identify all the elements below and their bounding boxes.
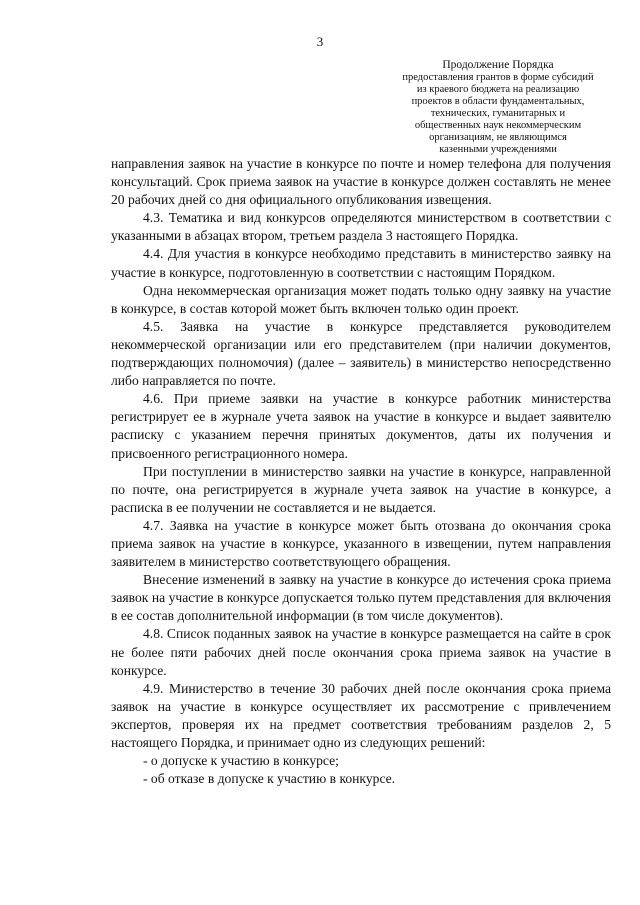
continuation-title: Продолжение Порядка (442, 59, 554, 71)
list-item-refusal: - об отказе в допуске к участию в конкурсе. (143, 771, 396, 787)
paragraph-4-9: 4.9. Министерство в течение 30 рабочих дней после окончания срока приема заявок на участие в конкурсе осуществляет их рассмотрение с привлечением экспертов, проверяя их на предмет соответствия требованиям разделов 2, 5 настоящего Порядка, и принимает одно из следующих решений: (111, 680, 611, 750)
document-body (111, 155, 611, 788)
continuation-line: из краевого бюджета на реализацию (416, 84, 580, 95)
continuation-line: предоставления грантов в форме субсидий (402, 72, 594, 83)
paragraph-4-3: 4.3. Тематика и вид конкурсов определяются министерством в соответствии с указанными в абзацах втором, третьем раздела 3 настоящего Порядка. (111, 210, 611, 244)
continuation-line: казенными учреждениями (439, 144, 557, 155)
continuation-line: общественных наук некоммерческим (414, 120, 582, 131)
paragraph-amendments: Внесение изменений в заявку на участие в конкурсе до истечения срока приема заявок на участие в конкурсе допускается только путем представления для включения в ее состав дополнительной информации (в том числе документов). (111, 572, 611, 624)
paragraph-single-application: Одна некоммерческая организация может подать только одну заявку на участие в конкурсе, в состав которой может быть включен только один проект. (111, 282, 611, 316)
paragraph-4-4: 4.4. Для участия в конкурсе необходимо представить в министерство заявку на участие в конкурсе, подготовленную в соответствии с настоящим Порядком. (111, 246, 611, 280)
continuation-line: технических, гуманитарных и (430, 108, 566, 119)
paragraph-4-8: 4.8. Список поданных заявок на участие в конкурсе размещается на сайте в срок не более пяти рабочих дней после окончания срока приема заявок на участие в конкурсе. (111, 626, 611, 678)
paragraph-postal-registration: При поступлении в министерство заявки на участие в конкурсе, направленной по почте, она регистрируется в журнале учета заявок на участие в конкурсе, а расписка в ее получении не составляется и не выдается. (111, 463, 611, 515)
continuation-header (382, 58, 614, 156)
paragraph-4-7: 4.7. Заявка на участие в конкурсе может быть отозвана до окончания срока приема заявок на участие в конкурсе, указанного в извещении, путем направления заявителем в министерство соответствующего обращения. (111, 517, 611, 570)
paragraph-continued: направления заявок на участие в конкурсе по почте и номер телефона для получения консультаций. Срок приема заявок на участие в конкурсе должен составлять не менее 20 рабочих дней со дня официального опубликования извещения. (111, 156, 611, 208)
continuation-line: проектов в области фундаментальных, (411, 96, 585, 107)
list-item-admission: - о допуске к участию в конкурсе; (143, 753, 339, 769)
page-number: 3 (316, 34, 324, 49)
paragraph-4-6: 4.6. При приеме заявки на участие в конкурсе работник министерства регистрирует ее в журнале учета заявок на участие в конкурсе и выдает заявителю расписку с указанием перечня принятых документов, даты их получения и присвоенного регистрационного номера. (111, 391, 611, 461)
continuation-line: организациям, не являющимся (429, 132, 567, 143)
paragraph-4-5: 4.5. Заявка на участие в конкурсе представляется руководителем некоммерческой организации или его представителем (при наличии документов, подтверждающих полномочия) (далее – заявитель) в министерство непосредственно либо направляется по почте. (111, 318, 611, 389)
